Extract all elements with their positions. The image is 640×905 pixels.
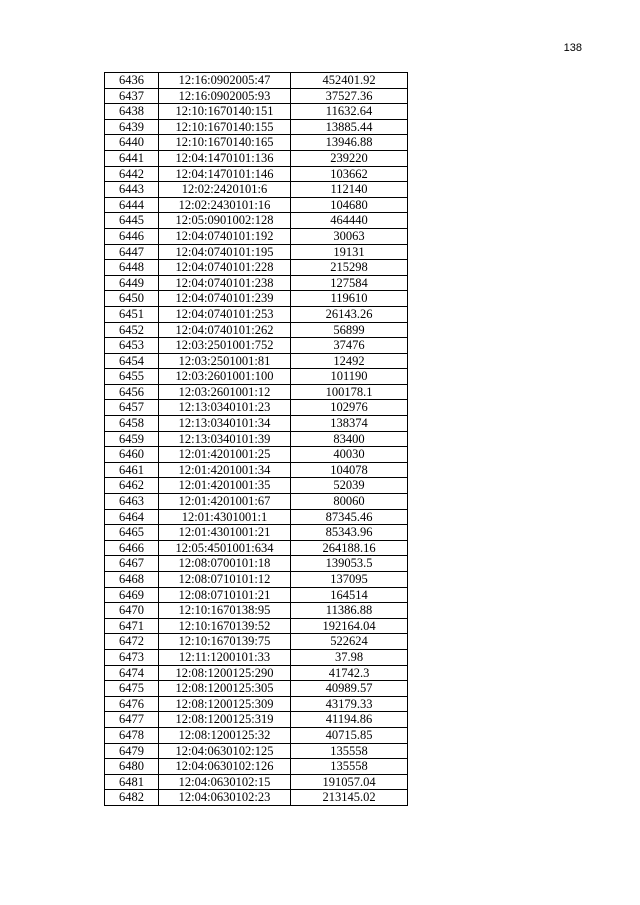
- row-number-cell: 6453: [105, 338, 159, 354]
- row-number-cell: 6457: [105, 400, 159, 416]
- cadastral-number-cell: 12:08:0710101:12: [159, 572, 291, 588]
- table-row: [105, 665, 408, 681]
- value-cell: 40030: [291, 447, 408, 463]
- cadastral-number-cell: 12:02:2420101:6: [159, 182, 291, 198]
- table-row: [105, 618, 408, 634]
- value-cell: 100178.1: [291, 384, 408, 400]
- table-row: [105, 400, 408, 416]
- table-row: [105, 525, 408, 541]
- table-row: [105, 649, 408, 665]
- table-row: [105, 244, 408, 260]
- row-number-cell: 6465: [105, 525, 159, 541]
- value-cell: 40715.85: [291, 727, 408, 743]
- row-number-cell: 6447: [105, 244, 159, 260]
- cadastral-number-cell: 12:04:0740101:195: [159, 244, 291, 260]
- cadastral-number-cell: 12:01:4201001:34: [159, 462, 291, 478]
- value-cell: 11632.64: [291, 104, 408, 120]
- value-cell: 80060: [291, 494, 408, 510]
- value-cell: 13885.44: [291, 119, 408, 135]
- table-row: [105, 228, 408, 244]
- cadastral-number-cell: 12:04:0630102:126: [159, 759, 291, 775]
- row-number-cell: 6470: [105, 603, 159, 619]
- value-cell: 40989.57: [291, 681, 408, 697]
- table-row: [105, 213, 408, 229]
- value-cell: 37527.36: [291, 88, 408, 104]
- table-row: [105, 197, 408, 213]
- value-cell: 19131: [291, 244, 408, 260]
- row-number-cell: 6440: [105, 135, 159, 151]
- row-number-cell: 6448: [105, 260, 159, 276]
- row-number-cell: 6475: [105, 681, 159, 697]
- value-cell: 191057.04: [291, 774, 408, 790]
- row-number-cell: 6459: [105, 431, 159, 447]
- table-row: [105, 104, 408, 120]
- page-number: 138: [563, 42, 582, 54]
- cadastral-number-cell: 12:08:1200125:309: [159, 696, 291, 712]
- row-number-cell: 6436: [105, 73, 159, 89]
- row-number-cell: 6445: [105, 213, 159, 229]
- value-cell: 239220: [291, 150, 408, 166]
- table-row: [105, 88, 408, 104]
- cadastral-number-cell: 12:08:0700101:18: [159, 556, 291, 572]
- table-row: [105, 384, 408, 400]
- table-row: [105, 166, 408, 182]
- table-row: [105, 322, 408, 338]
- value-cell: 102976: [291, 400, 408, 416]
- data-table: [104, 72, 408, 806]
- value-cell: 26143.26: [291, 306, 408, 322]
- value-cell: 119610: [291, 291, 408, 307]
- cadastral-number-cell: 12:02:2430101:16: [159, 197, 291, 213]
- value-cell: 127584: [291, 275, 408, 291]
- cadastral-number-cell: 12:05:4501001:634: [159, 540, 291, 556]
- cadastral-number-cell: 12:04:0740101:239: [159, 291, 291, 307]
- cadastral-number-cell: 12:13:0340101:34: [159, 416, 291, 432]
- row-number-cell: 6482: [105, 790, 159, 806]
- row-number-cell: 6477: [105, 712, 159, 728]
- value-cell: 138374: [291, 416, 408, 432]
- table-row: [105, 369, 408, 385]
- row-number-cell: 6462: [105, 478, 159, 494]
- table-row: [105, 182, 408, 198]
- cadastral-number-cell: 12:01:4201001:25: [159, 447, 291, 463]
- cadastral-number-cell: 12:08:1200125:290: [159, 665, 291, 681]
- row-number-cell: 6474: [105, 665, 159, 681]
- value-cell: 30063: [291, 228, 408, 244]
- row-number-cell: 6471: [105, 618, 159, 634]
- cadastral-number-cell: 12:10:1670140:155: [159, 119, 291, 135]
- table-row: [105, 478, 408, 494]
- value-cell: 101190: [291, 369, 408, 385]
- cadastral-number-cell: 12:11:1200101:33: [159, 649, 291, 665]
- cadastral-number-cell: 12:10:1670139:75: [159, 634, 291, 650]
- table-row: [105, 587, 408, 603]
- table-row: [105, 634, 408, 650]
- row-number-cell: 6443: [105, 182, 159, 198]
- table-row: [105, 790, 408, 806]
- value-cell: 11386.88: [291, 603, 408, 619]
- table-row: [105, 119, 408, 135]
- row-number-cell: 6446: [105, 228, 159, 244]
- value-cell: 164514: [291, 587, 408, 603]
- table-row: [105, 260, 408, 276]
- row-number-cell: 6441: [105, 150, 159, 166]
- cadastral-number-cell: 12:10:1670139:52: [159, 618, 291, 634]
- row-number-cell: 6473: [105, 649, 159, 665]
- row-number-cell: 6464: [105, 509, 159, 525]
- table-row: [105, 431, 408, 447]
- table-row: [105, 447, 408, 463]
- value-cell: 135558: [291, 759, 408, 775]
- cadastral-number-cell: 12:16:0902005:47: [159, 73, 291, 89]
- cadastral-number-cell: 12:04:0740101:262: [159, 322, 291, 338]
- table-row: [105, 291, 408, 307]
- value-cell: 104078: [291, 462, 408, 478]
- value-cell: 37476: [291, 338, 408, 354]
- cadastral-number-cell: 12:03:2501001:81: [159, 353, 291, 369]
- table-row: [105, 306, 408, 322]
- row-number-cell: 6452: [105, 322, 159, 338]
- cadastral-number-cell: 12:01:4301001:1: [159, 509, 291, 525]
- cadastral-number-cell: 12:04:0630102:125: [159, 743, 291, 759]
- cadastral-number-cell: 12:10:1670140:151: [159, 104, 291, 120]
- row-number-cell: 6449: [105, 275, 159, 291]
- row-number-cell: 6466: [105, 540, 159, 556]
- table-row: [105, 353, 408, 369]
- row-number-cell: 6469: [105, 587, 159, 603]
- row-number-cell: 6451: [105, 306, 159, 322]
- value-cell: 41194.86: [291, 712, 408, 728]
- value-cell: 522624: [291, 634, 408, 650]
- row-number-cell: 6472: [105, 634, 159, 650]
- table-row: [105, 540, 408, 556]
- value-cell: 112140: [291, 182, 408, 198]
- cadastral-number-cell: 12:03:2501001:752: [159, 338, 291, 354]
- cadastral-number-cell: 12:01:4201001:67: [159, 494, 291, 510]
- table-row: [105, 727, 408, 743]
- value-cell: 135558: [291, 743, 408, 759]
- row-number-cell: 6468: [105, 572, 159, 588]
- value-cell: 37.98: [291, 649, 408, 665]
- row-number-cell: 6455: [105, 369, 159, 385]
- table-row: [105, 759, 408, 775]
- value-cell: 264188.16: [291, 540, 408, 556]
- row-number-cell: 6454: [105, 353, 159, 369]
- table-row: [105, 135, 408, 151]
- value-cell: 213145.02: [291, 790, 408, 806]
- table-row: [105, 743, 408, 759]
- cadastral-number-cell: 12:03:2601001:100: [159, 369, 291, 385]
- cadastral-number-cell: 12:01:4301001:21: [159, 525, 291, 541]
- value-cell: 192164.04: [291, 618, 408, 634]
- cadastral-number-cell: 12:01:4201001:35: [159, 478, 291, 494]
- cadastral-number-cell: 12:03:2601001:12: [159, 384, 291, 400]
- table-row: [105, 774, 408, 790]
- value-cell: 83400: [291, 431, 408, 447]
- table-row: [105, 150, 408, 166]
- table-row: [105, 416, 408, 432]
- row-number-cell: 6438: [105, 104, 159, 120]
- cadastral-number-cell: 12:10:1670138:95: [159, 603, 291, 619]
- cadastral-number-cell: 12:16:0902005:93: [159, 88, 291, 104]
- cadastral-number-cell: 12:04:0630102:23: [159, 790, 291, 806]
- value-cell: 12492: [291, 353, 408, 369]
- row-number-cell: 6479: [105, 743, 159, 759]
- row-number-cell: 6476: [105, 696, 159, 712]
- value-cell: 139053.5: [291, 556, 408, 572]
- value-cell: 41742.3: [291, 665, 408, 681]
- row-number-cell: 6458: [105, 416, 159, 432]
- table-row: [105, 275, 408, 291]
- cadastral-number-cell: 12:04:0740101:228: [159, 260, 291, 276]
- table-row: [105, 73, 408, 89]
- table-row: [105, 603, 408, 619]
- value-cell: 13946.88: [291, 135, 408, 151]
- value-cell: 103662: [291, 166, 408, 182]
- table-row: [105, 696, 408, 712]
- table-row: [105, 494, 408, 510]
- row-number-cell: 6450: [105, 291, 159, 307]
- table-row: [105, 572, 408, 588]
- cadastral-number-cell: 12:04:0740101:238: [159, 275, 291, 291]
- cadastral-number-cell: 12:13:0340101:23: [159, 400, 291, 416]
- row-number-cell: 6480: [105, 759, 159, 775]
- cadastral-number-cell: 12:04:0630102:15: [159, 774, 291, 790]
- value-cell: 452401.92: [291, 73, 408, 89]
- cadastral-number-cell: 12:08:1200125:319: [159, 712, 291, 728]
- value-cell: 43179.33: [291, 696, 408, 712]
- table-row: [105, 462, 408, 478]
- table-row: [105, 681, 408, 697]
- table-row: [105, 712, 408, 728]
- cadastral-number-cell: 12:08:0710101:21: [159, 587, 291, 603]
- value-cell: 85343.96: [291, 525, 408, 541]
- cadastral-number-cell: 12:13:0340101:39: [159, 431, 291, 447]
- table-row: [105, 338, 408, 354]
- value-cell: 87345.46: [291, 509, 408, 525]
- row-number-cell: 6439: [105, 119, 159, 135]
- table-row: [105, 556, 408, 572]
- value-cell: 52039: [291, 478, 408, 494]
- row-number-cell: 6467: [105, 556, 159, 572]
- cadastral-number-cell: 12:10:1670140:165: [159, 135, 291, 151]
- cadastral-number-cell: 12:04:0740101:253: [159, 306, 291, 322]
- cadastral-number-cell: 12:04:1470101:136: [159, 150, 291, 166]
- row-number-cell: 6444: [105, 197, 159, 213]
- row-number-cell: 6461: [105, 462, 159, 478]
- row-number-cell: 6456: [105, 384, 159, 400]
- row-number-cell: 6442: [105, 166, 159, 182]
- table-body: [105, 73, 408, 806]
- row-number-cell: 6478: [105, 727, 159, 743]
- row-number-cell: 6460: [105, 447, 159, 463]
- cadastral-number-cell: 12:04:1470101:146: [159, 166, 291, 182]
- row-number-cell: 6463: [105, 494, 159, 510]
- table-row: [105, 509, 408, 525]
- value-cell: 137095: [291, 572, 408, 588]
- value-cell: 56899: [291, 322, 408, 338]
- value-cell: 104680: [291, 197, 408, 213]
- value-cell: 464440: [291, 213, 408, 229]
- cadastral-number-cell: 12:04:0740101:192: [159, 228, 291, 244]
- value-cell: 215298: [291, 260, 408, 276]
- cadastral-number-cell: 12:05:0901002:128: [159, 213, 291, 229]
- cadastral-number-cell: 12:08:1200125:32: [159, 727, 291, 743]
- cadastral-number-cell: 12:08:1200125:305: [159, 681, 291, 697]
- row-number-cell: 6437: [105, 88, 159, 104]
- row-number-cell: 6481: [105, 774, 159, 790]
